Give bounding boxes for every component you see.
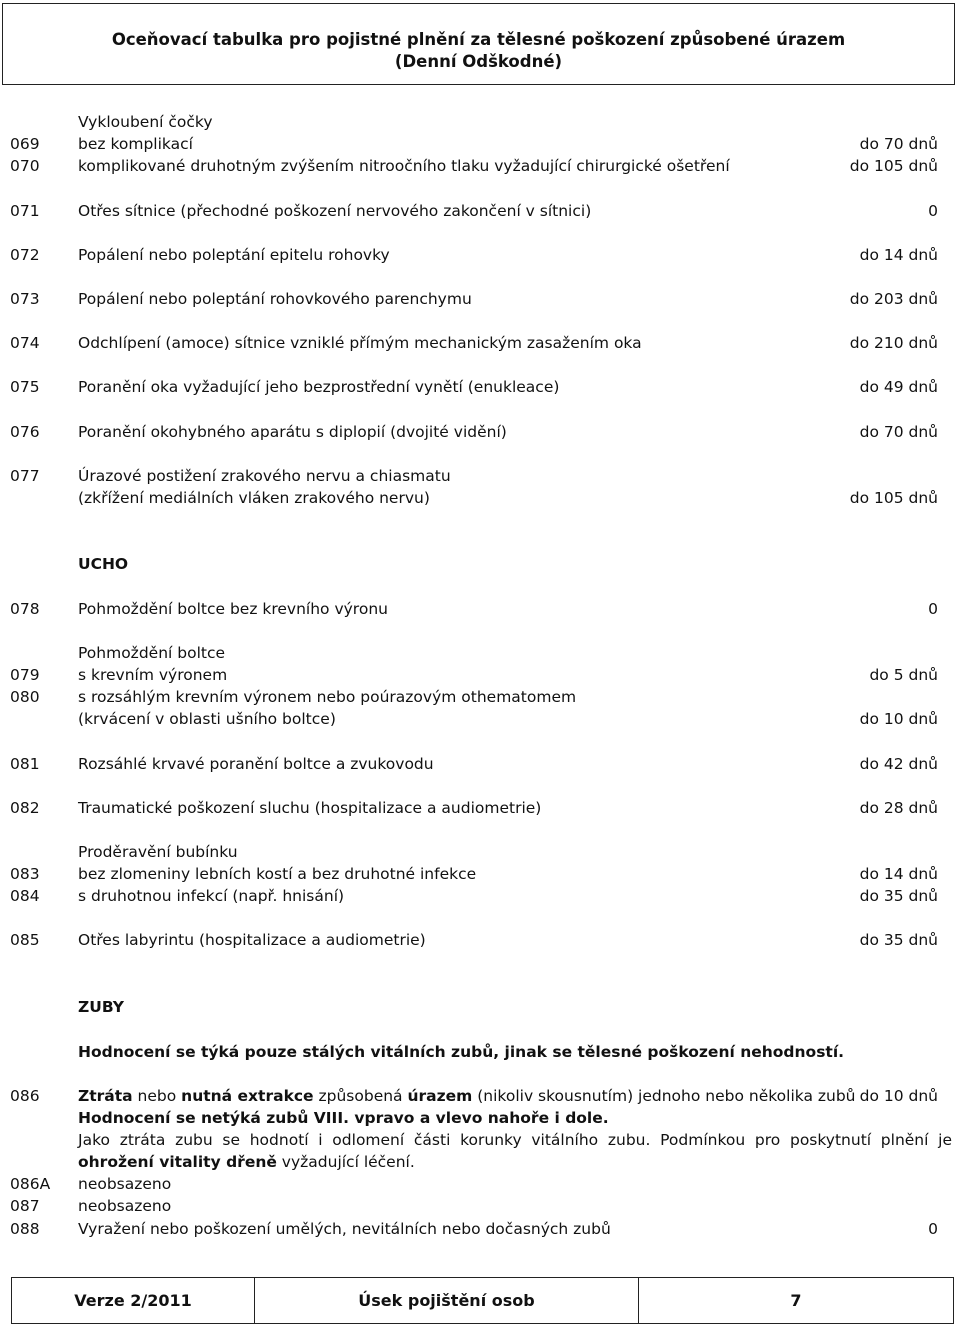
item-value: do 14 dnů <box>859 246 938 264</box>
lens-dislocation-intro: Vykloubení čočky <box>78 113 213 131</box>
page-footer <box>11 1277 954 1324</box>
item-value: do 10 dnů <box>859 710 938 728</box>
item-code: 088 <box>10 1220 40 1238</box>
item-description: Popálení nebo poleptání epitelu rohovky <box>78 246 390 264</box>
footer-version: Verze 2/2011 <box>12 1278 255 1323</box>
item-code: 083 <box>10 865 40 883</box>
item-code: 071 <box>10 202 40 220</box>
page-subtitle: (Denní Odškodné) <box>394 52 563 71</box>
item-code: 073 <box>10 290 40 308</box>
item-value: 0 <box>928 202 938 220</box>
item-code: 085 <box>10 931 40 949</box>
item-value: do 70 dnů <box>859 135 938 153</box>
teeth-rule: Hodnocení se netýká zubů VIII. vpravo a vlevo nahoře i dole. <box>78 1109 609 1127</box>
item-code: 086 <box>10 1087 40 1105</box>
item-value: do 203 dnů <box>849 290 938 308</box>
text-span: vyžadující léčení. <box>276 1153 415 1171</box>
item-description: Pohmoždění boltce bez krevního výronu <box>78 600 388 618</box>
item-value: do 42 dnů <box>859 755 938 773</box>
text-span: (nikoliv skousnutím) jednoho nebo několika zubů <box>472 1087 856 1105</box>
item-description: neobsazeno <box>78 1197 172 1215</box>
item-code: 074 <box>10 334 40 352</box>
item-value: do 70 dnů <box>859 423 938 441</box>
item-value: do 14 dnů <box>859 865 938 883</box>
item-description: Odchlípení (amoce) sítnice vzniklé přímým mechanickým zasažením oka <box>78 334 642 352</box>
teeth-note: Hodnocení se týká pouze stálých vitálních zubů, jinak se tělesné poškození nehodností. <box>78 1043 845 1061</box>
item-code: 072 <box>10 246 40 264</box>
item-code: 075 <box>10 378 40 396</box>
item-value: 0 <box>928 1220 938 1238</box>
item-description: komplikované druhotným zvýšením nitroočního tlaku vyžadující chirurgické ošetření <box>78 157 730 175</box>
item-description: Poranění okohybného aparátu s diplopií (dvojité vidění) <box>78 423 507 441</box>
item-description: Popálení nebo poleptání rohovkového parenchymu <box>78 290 472 308</box>
item-code: 081 <box>10 755 40 773</box>
item-description: Traumatické poškození sluchu (hospitalizace a audiometrie) <box>78 799 542 817</box>
item-description: Úrazové postižení zrakového nervu a chiasmatu <box>78 467 451 485</box>
header-box <box>2 3 955 85</box>
teeth-paragraph-line1: Jako ztráta zubu se hodnotí i odlomení části korunky vitálního zubu. Podmínkou pro poskytnutí plnění je <box>78 1131 952 1149</box>
text-span: nebo <box>132 1087 182 1105</box>
item-code: 086A <box>10 1175 51 1193</box>
item-code: 076 <box>10 423 40 441</box>
eardrum-intro: Proděravění bubínku <box>78 843 238 861</box>
item-value: do 5 dnů <box>869 666 938 684</box>
item-code: 087 <box>10 1197 40 1215</box>
item-code: 079 <box>10 666 40 684</box>
item-value: do 105 dnů <box>849 489 938 507</box>
item-code: 084 <box>10 887 40 905</box>
footer-department: Úsek pojištění osob <box>255 1278 639 1323</box>
item-description: neobsazeno <box>78 1175 172 1193</box>
item-code: 070 <box>10 157 40 175</box>
item-description: s rozsáhlým krevním výronem nebo poúrazovým othematomem <box>78 688 577 706</box>
item-value: do 35 dnů <box>859 931 938 949</box>
item-value: 0 <box>928 600 938 618</box>
section-heading-teeth: ZUBY <box>78 998 125 1016</box>
item-code: 080 <box>10 688 40 706</box>
item-description: bez komplikací <box>78 135 193 153</box>
item-value: do 105 dnů <box>849 157 938 175</box>
item-description: Poranění oka vyžadující jeho bezprostřední vynětí (enukleace) <box>78 378 560 396</box>
emphasis: nutná extrakce <box>181 1087 314 1105</box>
text-span: způsobená <box>313 1087 408 1105</box>
emphasis: Ztráta <box>78 1087 133 1105</box>
item-description <box>78 1087 856 1106</box>
item-description-continued: (krvácení v oblasti ušního boltce) <box>78 710 336 728</box>
item-value: do 35 dnů <box>859 887 938 905</box>
item-description: s krevním výronem <box>78 666 228 684</box>
emphasis: úrazem <box>407 1087 473 1105</box>
teeth-paragraph-line2 <box>78 1153 415 1172</box>
item-value: do 49 dnů <box>859 378 938 396</box>
item-description: s druhotnou infekcí (např. hnisání) <box>78 887 345 905</box>
item-value: do 210 dnů <box>849 334 938 352</box>
section-heading-ear: UCHO <box>78 555 129 573</box>
page-number: 7 <box>790 1291 802 1310</box>
item-value: do 10 dnů <box>859 1087 938 1105</box>
item-code: 082 <box>10 799 40 817</box>
item-description: bez zlomeniny lebních kostí a bez druhotné infekce <box>78 865 477 883</box>
item-code: 078 <box>10 600 40 618</box>
item-code: 077 <box>10 467 40 485</box>
item-value: do 28 dnů <box>859 799 938 817</box>
item-description: Vyražení nebo poškození umělých, nevitálních nebo dočasných zubů <box>78 1220 611 1238</box>
item-description: Otřes labyrintu (hospitalizace a audiometrie) <box>78 931 426 949</box>
item-description: Otřes sítnice (přechodné poškození nervového zakončení v sítnici) <box>78 202 592 220</box>
bruise-intro: Pohmoždění boltce <box>78 644 226 662</box>
page-title: Oceňovací tabulka pro pojistné plnění za tělesné poškození způsobené úrazem <box>111 30 846 49</box>
item-description: Rozsáhlé krvavé poranění boltce a zvukovodu <box>78 755 434 773</box>
item-description-continued: (zkřížení mediálních vláken zrakového nervu) <box>78 489 430 507</box>
emphasis: ohrožení vitality dřeně <box>78 1153 277 1171</box>
item-code: 069 <box>10 135 40 153</box>
